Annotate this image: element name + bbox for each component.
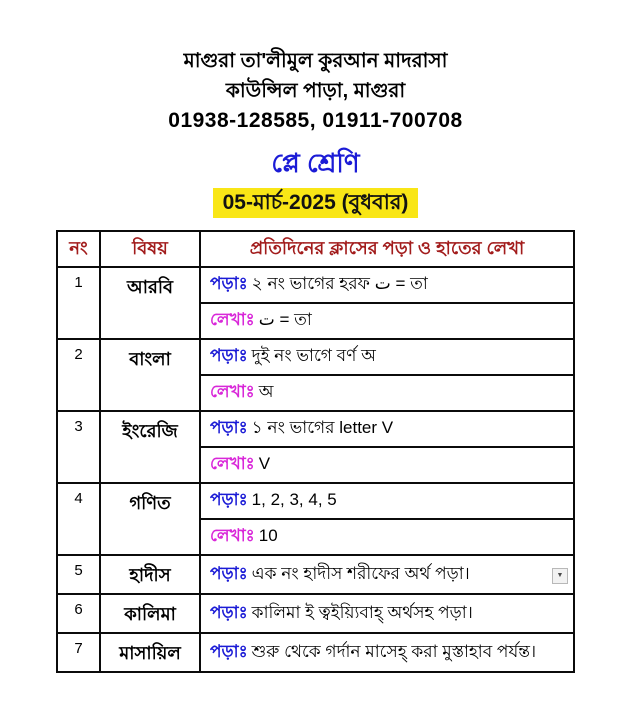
row-number-cell: 7 bbox=[57, 633, 100, 672]
write-label: লেখাঃ bbox=[210, 382, 255, 401]
subject-cell: হাদীস bbox=[100, 555, 200, 594]
subject-cell: গণিত bbox=[100, 483, 200, 555]
date-row bbox=[0, 188, 631, 218]
subject-cell: ইংরেজি bbox=[100, 411, 200, 483]
write-label: লেখাঃ bbox=[210, 310, 255, 329]
read-label: পড়াঃ bbox=[210, 490, 248, 509]
subject-cell: আরবি bbox=[100, 267, 200, 339]
table-row bbox=[57, 555, 574, 594]
table-row bbox=[57, 267, 574, 303]
read-cell bbox=[200, 411, 574, 447]
write-cell bbox=[200, 447, 574, 483]
row-number-cell: 4 bbox=[57, 483, 100, 555]
write-cell bbox=[200, 375, 574, 411]
write-text: ت = তা bbox=[258, 310, 312, 329]
org-phone-numbers: 01938-128585, 01911-700708 bbox=[168, 109, 463, 132]
write-label: লেখাঃ bbox=[210, 526, 255, 545]
row-number-cell: 2 bbox=[57, 339, 100, 411]
row-number-cell: 6 bbox=[57, 594, 100, 633]
table-row bbox=[57, 411, 574, 447]
read-label: পড়াঃ bbox=[210, 418, 248, 437]
table-row bbox=[57, 339, 574, 375]
read-label: পড়াঃ bbox=[210, 346, 248, 365]
table-row bbox=[57, 633, 574, 672]
write-text: 10 bbox=[258, 526, 278, 545]
read-cell bbox=[200, 483, 574, 519]
write-cell bbox=[200, 303, 574, 339]
read-text: দুই নং ভাগে বর্ণ অ bbox=[251, 346, 376, 365]
org-address: কাউন্সিল পাড়া, মাগুরা bbox=[225, 80, 406, 102]
row-number-cell: 5 bbox=[57, 555, 100, 594]
date-badge: 05-মার্চ-2025 (বুধবার) bbox=[213, 188, 419, 218]
write-text: V bbox=[258, 454, 271, 473]
read-cell bbox=[200, 633, 574, 672]
write-text: অ bbox=[258, 382, 274, 401]
write-label: লেখাঃ bbox=[210, 454, 255, 473]
schedule-table bbox=[56, 230, 575, 673]
read-text: কালিমা ই ত্বইয়্যিবাহ্ অর্থসহ পড়া। bbox=[251, 602, 473, 622]
read-label: পড়াঃ bbox=[210, 641, 248, 661]
read-cell bbox=[200, 267, 574, 303]
read-label: পড়াঃ bbox=[210, 563, 248, 583]
read-label: পড়াঃ bbox=[210, 274, 248, 293]
header-no: নং bbox=[57, 231, 100, 267]
write-cell bbox=[200, 519, 574, 555]
header-lesson: প্রতিদিনের ক্লাসের পড়া ও হাতের লেখা bbox=[200, 231, 574, 267]
subject-cell: কালিমা bbox=[100, 594, 200, 633]
read-cell bbox=[200, 594, 574, 633]
read-text: 1, 2, 3, 4, 5 bbox=[251, 490, 337, 509]
read-text: ১ নং ভাগের letter V bbox=[251, 418, 394, 437]
read-cell bbox=[200, 555, 574, 594]
table-row bbox=[57, 483, 574, 519]
read-cell bbox=[200, 339, 574, 375]
dropdown-marker-icon[interactable]: ▼ bbox=[552, 568, 568, 584]
read-text: শুরু থেকে গর্দান মাসেহ্ করা মুস্তাহাব পর্যন্ত। bbox=[251, 641, 537, 661]
read-text: ২ নং ভাগের হরফ ت = তা bbox=[251, 274, 428, 293]
read-text: এক নং হাদীস শরীফের অর্থ পড়া। bbox=[251, 563, 470, 583]
subject-cell: মাসায়িল bbox=[100, 633, 200, 672]
class-title: প্লে শ্রেণি bbox=[271, 148, 360, 178]
row-number-cell: 3 bbox=[57, 411, 100, 483]
header-row bbox=[57, 231, 574, 267]
subject-cell: বাংলা bbox=[100, 339, 200, 411]
read-label: পড়াঃ bbox=[210, 602, 248, 622]
row-number-cell: 1 bbox=[57, 267, 100, 339]
table-row bbox=[57, 594, 574, 633]
org-name: মাগুরা তা'লীমুল কুরআন মাদরাসা bbox=[183, 50, 448, 72]
document-header bbox=[0, 46, 631, 136]
header-subject: বিষয় bbox=[100, 231, 200, 267]
